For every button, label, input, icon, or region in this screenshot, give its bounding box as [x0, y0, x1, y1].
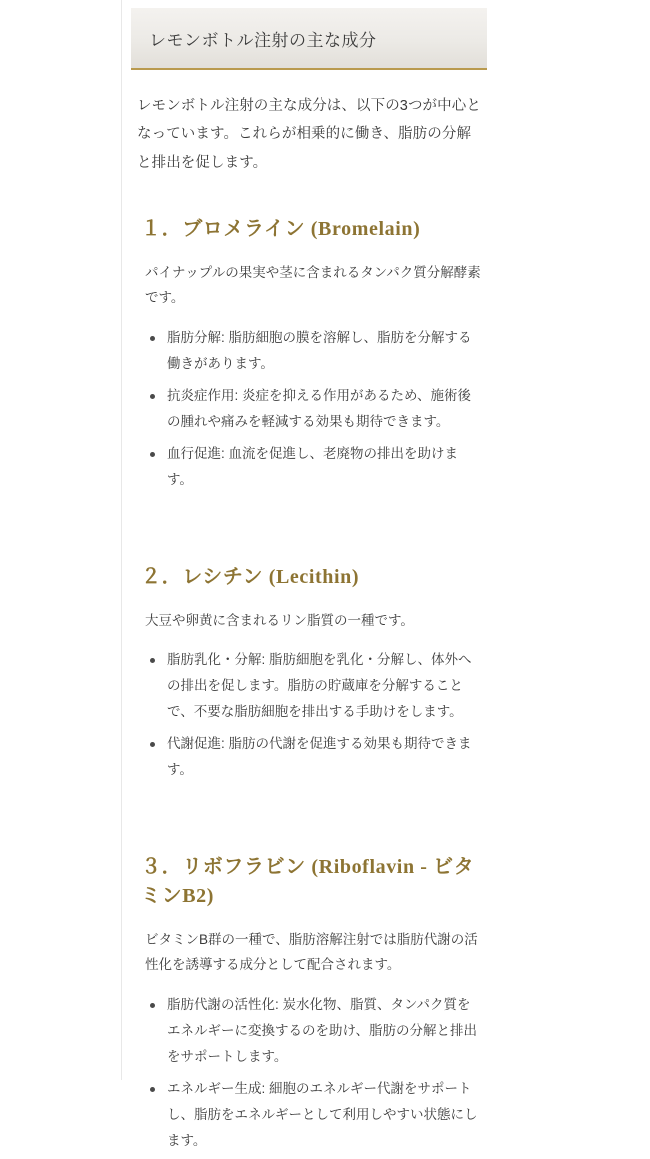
section-banner: [131, 8, 487, 70]
list-item: 代謝促進: 脂肪の代謝を促進する効果も期待できます。: [163, 731, 481, 783]
section-bullet-list: [141, 325, 481, 492]
list-item: 脂肪分解: 脂肪細胞の膜を溶解し、脂肪を分解する働きがあります。: [163, 325, 481, 377]
section-bullet-list: [141, 647, 481, 783]
section-spacer: [123, 499, 495, 525]
list-item: 脂肪代謝の活性化: 炭水化物、脂質、タンパク質をエネルギーに変換するのを助け、脂肪の分解と排出をサポートします。: [163, 992, 481, 1070]
left-margin-rail: [0, 0, 122, 1080]
section-heading: ２．レシチン (Lecithin): [141, 565, 360, 588]
right-margin-rail: [495, 0, 650, 1080]
list-item: エネルギー生成: 細胞のエネルギー代謝をサポートし、脂肪をエネルギーとして利用しやすい状態にします。: [163, 1076, 481, 1154]
section-heading: ３．リボフラビン (Riboflavin - ビタミンB2): [141, 855, 475, 907]
intro-paragraph: レモンボトル注射の主な成分は、以下の3つが中心となっています。これらが相乗的に働き、脂肪の分解と排出を促します。: [137, 98, 481, 171]
section-spacer: [123, 789, 495, 815]
section-riboflavin: [123, 853, 495, 1154]
section-lead: 大豆や卵黄に含まれるリン脂質の一種です。: [145, 612, 414, 628]
list-item: 血行促進: 血流を促進し、老廃物の排出を助けます。: [163, 441, 481, 493]
article-content: [123, 0, 495, 1159]
list-item: 脂肪乳化・分解: 脂肪細胞を乳化・分解し、体外への排出を促します。脂肪の貯蔵庫を分解することで、不要な脂肪細胞を排出する手助けをします。: [163, 647, 481, 725]
section-banner-title: レモンボトル注射の主な成分: [149, 30, 377, 50]
section-bullet-list: [141, 992, 481, 1153]
section-lead: ビタミンB群の一種で、脂肪溶解注射では脂肪代謝の活性化を誘導する成分として配合されます。: [145, 931, 478, 973]
list-item: 抗炎症作用: 炎症を抑える作用があるため、施術後の腫れや痛みを軽減する効果も期待できます。: [163, 383, 481, 435]
section-heading: １．ブロメライン (Bromelain): [141, 217, 421, 240]
section-lecithin: [123, 563, 495, 783]
section-lead: パイナップルの果実や茎に含まれるタンパク質分解酵素です。: [145, 264, 481, 306]
section-bromelain: [123, 215, 495, 493]
